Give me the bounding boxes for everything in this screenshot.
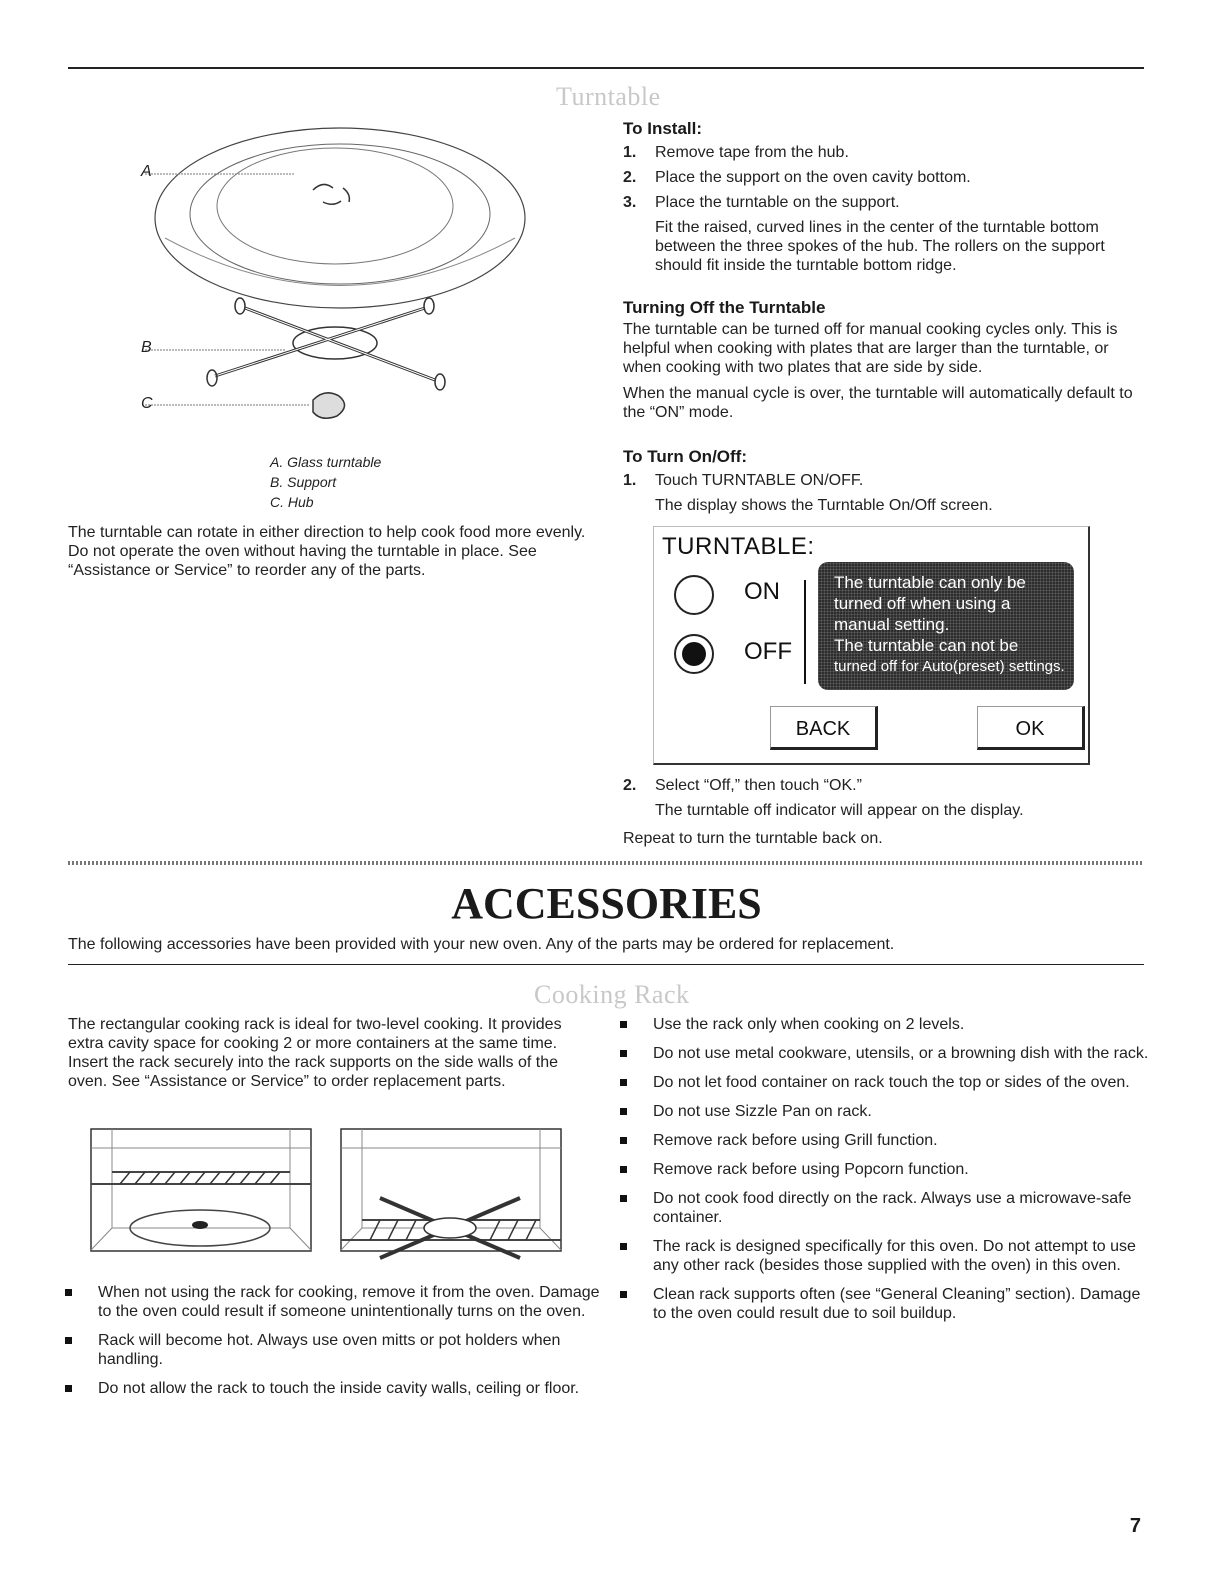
- turntable-section-title: Turntable: [556, 82, 661, 111]
- cooking-rack-right-bullets: [615, 1015, 1150, 1333]
- message-line-4: The turntable can not be: [834, 636, 1019, 655]
- turn-on-off-step-1: 1. Touch TURNTABLE ON/OFF.: [623, 472, 864, 489]
- right-bullet-1: Use the rack only when cooking on 2 levels.: [615, 1015, 1150, 1034]
- rack-in-oven-diagram: [90, 1128, 312, 1252]
- cooking-rack-section-title: Cooking Rack: [534, 980, 690, 1009]
- install-heading: To Install:: [623, 119, 703, 138]
- figure-label-c: C: [141, 395, 153, 412]
- ok-button[interactable]: OK: [977, 706, 1085, 750]
- caption-a: A. Glass turntable: [270, 454, 382, 470]
- on-radio-label: ON: [744, 578, 780, 605]
- turntable-intro: The turntable can rotate in either direction to help cook food more evenly. Do not operate the oven without having the turntable in place. See “Assistance or Service” to reorder any of the parts.: [68, 524, 586, 579]
- right-bullet-7: Do not cook food directly on the rack. Always use a microwave-safe container.: [615, 1189, 1150, 1227]
- right-bullet-2: Do not use metal cookware, utensils, or a browning dish with the rack.: [615, 1044, 1150, 1063]
- right-bullet-9: Clean rack supports often (see “General Cleaning” section). Damage to the oven could result due to soil buildup.: [615, 1285, 1150, 1323]
- back-button[interactable]: BACK: [770, 706, 878, 750]
- accessories-rule: [68, 964, 1144, 965]
- right-bullet-6: Remove rack before using Popcorn function.: [615, 1160, 1150, 1179]
- turn-on-off-heading: To Turn On/Off:: [623, 447, 747, 466]
- turning-off-heading: Turning Off the Turntable: [623, 298, 826, 317]
- install-step-1: 1. Remove tape from the hub.: [623, 144, 849, 161]
- caption-c: C. Hub: [270, 494, 314, 510]
- figure-label-a: A: [141, 163, 152, 180]
- cooking-rack-left-bullets: [60, 1283, 600, 1408]
- display-divider: [804, 580, 806, 684]
- off-radio-button[interactable]: [674, 634, 714, 674]
- install-section: [623, 119, 1143, 275]
- turntable-diagram: [135, 118, 535, 428]
- message-line-3: manual setting.: [834, 615, 950, 634]
- message-line-2: turned off when using a: [834, 594, 1011, 613]
- left-bullet-1: When not using the rack for cooking, remove it from the oven. Damage to the oven could result if someone unintentionally turns on the oven.: [60, 1283, 600, 1321]
- right-bullet-4: Do not use Sizzle Pan on rack.: [615, 1102, 1150, 1121]
- turn-on-off-step-2-section: [623, 776, 1143, 848]
- left-bullet-3: Do not allow the rack to touch the inside cavity walls, ceiling or floor.: [60, 1379, 600, 1398]
- install-step-2: 2. Place the support on the oven cavity bottom.: [623, 169, 971, 186]
- display-message: [818, 562, 1074, 690]
- accessories-intro: The following accessories have been provided with your new oven. Any of the parts may be ordered for replacement.: [68, 936, 895, 953]
- right-bullet-3: Do not let food container on rack touch the top or sides of the oven.: [615, 1073, 1150, 1092]
- right-bullet-8: The rack is designed specifically for this oven. Do not attempt to use any other rack (besides those supplied with the oven) in this oven.: [615, 1237, 1150, 1275]
- display-title: TURNTABLE:: [662, 533, 815, 560]
- caption-b: B. Support: [270, 474, 337, 490]
- turning-off-p1: The turntable can be turned off for manual cooking cycles only. This is helpful when cooking with plates that are larger than the turntable, or when cooking with two plates that are side by side.: [623, 321, 1118, 376]
- cooking-rack-intro: The rectangular cooking rack is ideal for two-level cooking. It provides extra cavity space for cooking 2 or more containers at the same time. Insert the rack securely into the rack supports on the side walls of the oven. See “Assistance or Service” to order replacement parts.: [68, 1016, 562, 1090]
- message-line-1: The turntable can only be: [834, 573, 1026, 592]
- off-radio-label: OFF: [744, 638, 792, 665]
- install-step-3: 3. Place the turntable on the support.: [623, 194, 900, 211]
- turning-off-p2: When the manual cycle is over, the turntable will automatically default to the “ON” mode.: [623, 385, 1133, 421]
- message-line-5: turned off for Auto(preset) settings.: [834, 658, 1065, 675]
- install-note: Fit the raised, curved lines in the center of the turntable bottom between the three spokes of the hub. The rollers on the support should fit inside the turntable bottom ridge.: [655, 219, 1105, 274]
- section-separator: [68, 861, 1144, 865]
- on-radio-button[interactable]: [674, 575, 714, 615]
- right-bullet-5: Remove rack before using Grill function.: [615, 1131, 1150, 1150]
- top-rule: [68, 67, 1144, 69]
- page-number: 7: [1129, 1515, 1141, 1537]
- turn-on-off-step-1-note: The display shows the Turntable On/Off screen.: [655, 497, 993, 514]
- left-bullet-2: Rack will become hot. Always use oven mitts or pot holders when handling.: [60, 1331, 600, 1369]
- rack-with-turntable-diagram: [340, 1128, 562, 1264]
- figure-label-b: B: [141, 339, 152, 356]
- turning-off-section: [623, 298, 1143, 422]
- turn-on-off-step-2: 2. Select “Off,” then touch “OK.”: [623, 777, 862, 794]
- turn-on-off-step-2-note: The turntable off indicator will appear on the display.: [655, 802, 1024, 819]
- turn-on-off-repeat: Repeat to turn the turntable back on.: [623, 830, 883, 847]
- accessories-title: ACCESSORIES: [451, 879, 762, 928]
- turn-on-off-section: [623, 447, 1143, 515]
- figure-captions: [270, 452, 381, 512]
